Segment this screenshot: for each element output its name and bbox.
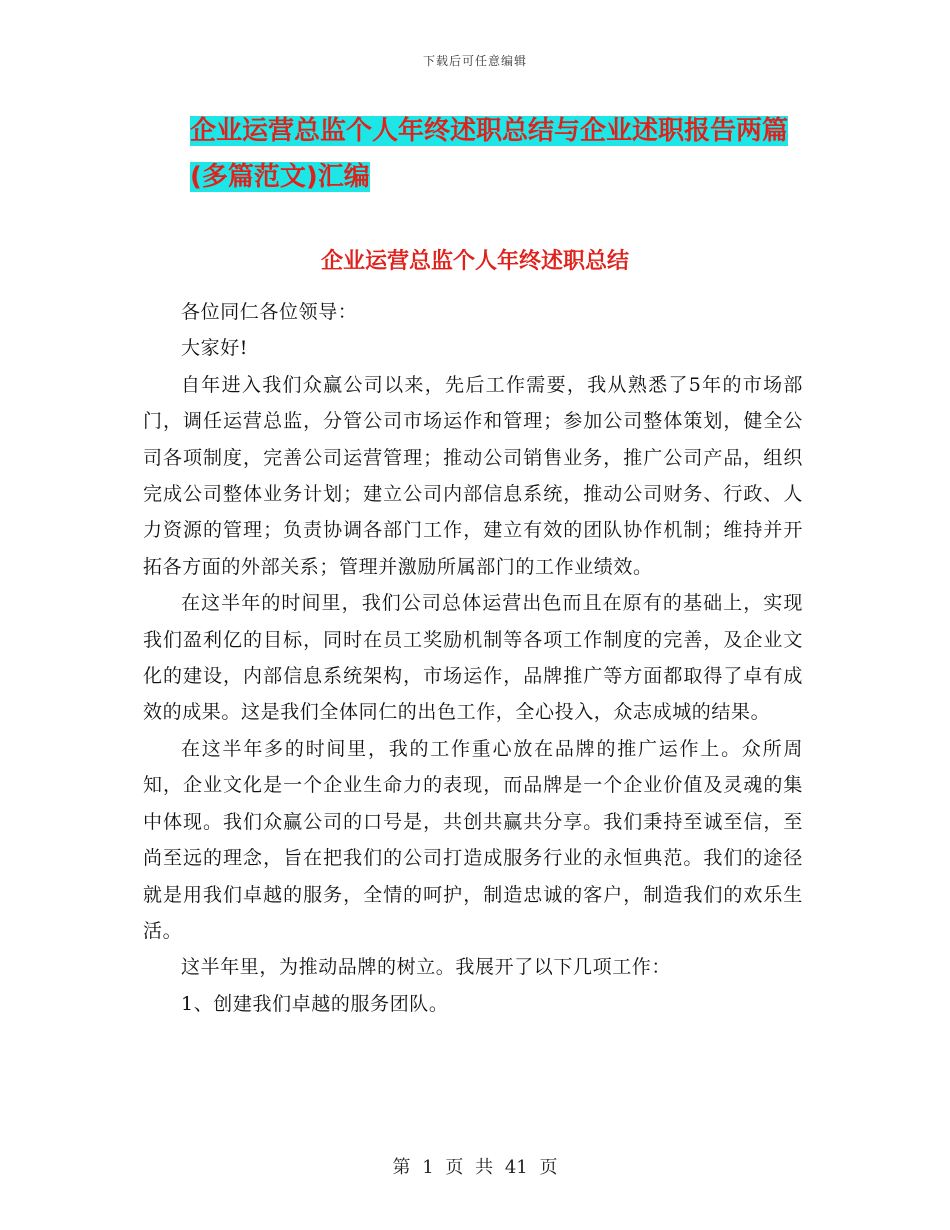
body-paragraph: 在这半年多的时间里，我的工作重心放在品牌的推广运作上。众所周知，企业文化是一个企业生命力的表现，而品牌是一个企业价值及灵魂的集中体现。我们众赢公司的口号是，共创共赢共分享。我们秉持至诚至信，至尚至远的理念，旨在把我们的公司打造成服务行业的永恒典范。我们的途径就是用我们卓越的服务，全情的呵护，制造忠诚的客户，制造我们的欢乐生活。 [143, 737, 803, 942]
body-paragraph: 这半年里，为推动品牌的树立。我展开了以下几项工作： [181, 956, 672, 979]
salutation-paragraph: 各位同仁各位领导： [181, 301, 358, 323]
greeting-paragraph: 大家好! [181, 337, 249, 360]
page-number-footer: 第 1 页 共 41 页 [392, 1157, 558, 1178]
document-title-line-1: 企业运营总监个人年终述职总结与企业述职报告两篇 [190, 116, 789, 146]
document-title [190, 108, 810, 200]
list-item-paragraph: 1、创建我们卓越的服务团队。 [181, 992, 449, 1015]
page-header-note: 下载后可任意编辑 [422, 54, 527, 68]
body-paragraph: 在这半年的时间里，我们公司总体运营出色而且在原有的基础上，实现我们盈利亿的目标，同时在员工奖励机制等各项工作制度的完善，及企业文化的建设，内部信息系统架构，市场运作，品牌推广等方面都取得了卓有成效的成果。这是我们全体同仁的出色工作，全心投入，众志成城的结果。 [143, 592, 803, 724]
document-title-line-2: (多篇范文)汇编 [190, 162, 370, 192]
body-paragraph: 自年进入我们众赢公司以来，先后工作需要，我从熟悉了5年的市场部门，调任运营总监，分管公司市场运作和管理；参加公司整体策划，健全公司各项制度，完善公司运营管理；推动公司销售业务，推广公司产品，组织完成公司整体业务计划；建立公司内部信息系统，推动公司财务、行政、人力资源的管理；负责协调各部门工作，建立有效的团队协作机制；维持并开拓各方面的外部关系；管理并激励所属部门的工作业绩效。 [143, 373, 803, 578]
section-title: 企业运营总监个人年终述职总结 [320, 249, 629, 274]
document-body [143, 294, 803, 1022]
